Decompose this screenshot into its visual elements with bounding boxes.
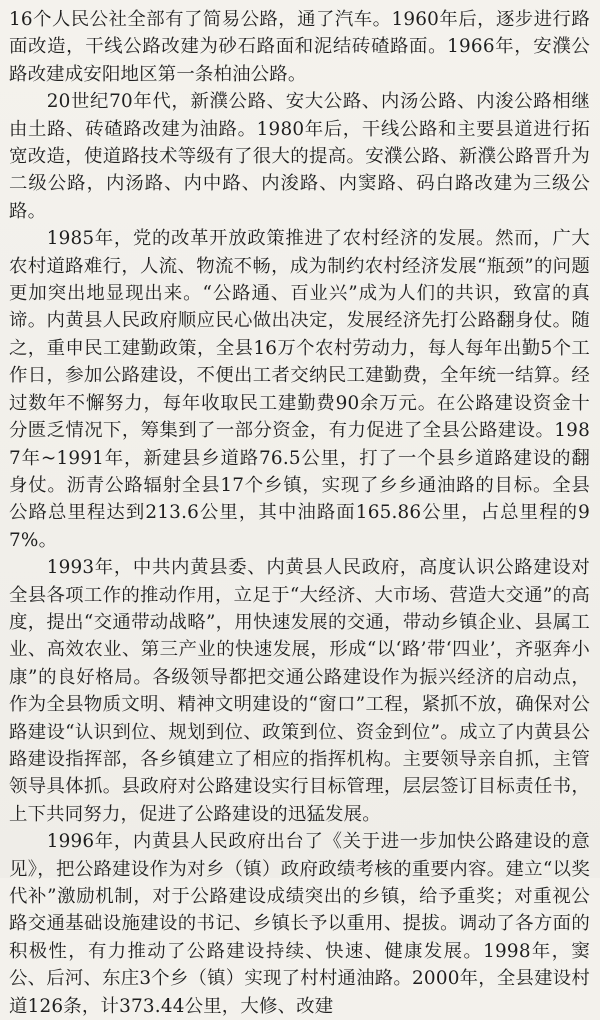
paragraph-2: 20世纪70年代，新濮公路、安大公路、内汤公路、内浚公路相继由土路、砖碴路改建为油路。1980年后，干线公路和主要县道进行拓宽改造，使道路技术等级有了很大的提高。安濮公路、新濮公路晋升为二级公路，内汤路、内中路、内浚路、内窦路、码白路改建为三级公路。 — [9, 91, 590, 222]
paragraph-3: 1985年，党的改革开放政策推进了农村经济的发展。然而，广大农村道路难行，人流、物流不畅，成为制约农村经济发展“瓶颈”的问题更加突出地显现出来。“公路通、百业兴”成为人们的共识，致富的真谛。内黄县人民政府顺应民心做出决定，发展经济先打公路翻身仗。随之，重申民工建勤政策，全县16万个农村劳动力，每人每年出勤5个工作日，参加公路建设，不便出工者交纳民工建勤费，全年统一结算。经过数年不懈努力，每年收取民工建勤费90余万元。在公路建设资金十分匮乏情况下，筹集到了一部分资金，有力促进了全县公路建设。1987年~1991年，新建县乡道路76.5公里，打了一个县乡道路建设的翻身仗。沥青公路辐射全县17个乡镇，实现了乡乡通油路的目标。全县公路总里程达到213.6公里，其中油路面165.86公里，占总里程的97%。 — [9, 228, 590, 551]
paragraph-4: 1993年，中共内黄县委、内黄县人民政府，高度认识公路建设对全县各项工作的推动作用，立足于“大经济、大市场、营造大交通”的高度，提出“交通带动战略”，用快速发展的交通，带动乡镇企业、县属工业、高效农业、第三产业的快速发展，形成“以‘路’带‘四业’，齐驱奔小康”的良好格局。各级领导都把交通公路建设作为振兴经济的启动点，作为全县物质文明、精神文明建设的“窗口”工程，紧抓不放，确保对公路建设“认识到位、规划到位、政策到位、资金到位”。成立了内黄县公路建设指挥部，各乡镇建立了相应的指挥机构。主要领导亲自抓，主管领导具体抓。县政府对公路建设实行目标管理，层层签订目标责任书，上下共同努力，促进了公路建设的迅猛发展。 — [9, 557, 590, 825]
paragraph-1: 16个人民公社全部有了简易公路，通了汽车。1960年后，逐步进行路面改造，干线公路改建为砂石路面和泥结砖碴路面。1966年，安濮公路改建成安阳地区第一条柏油公路。 — [9, 9, 590, 85]
paragraph-5: 1996年，内黄县人民政府出台了《关于进一步加快公路建设的意见》，把公路建设作为对乡（镇）政府政绩考核的重要内容。建立“以奖代补”激励机制，对于公路建设成绩突出的乡镇，给予重奖；对重视公路交通基础设施建设的书记、乡镇长予以重用、提拔。调动了各方面的积极性，有力推动了公路建设持续、快速、健康发展。1998年，窦公、后河、东庄3个乡（镇）实现了村村通油路。2000年，全县建设村道126条，计373.44公里，大修、改建 — [9, 831, 590, 1017]
